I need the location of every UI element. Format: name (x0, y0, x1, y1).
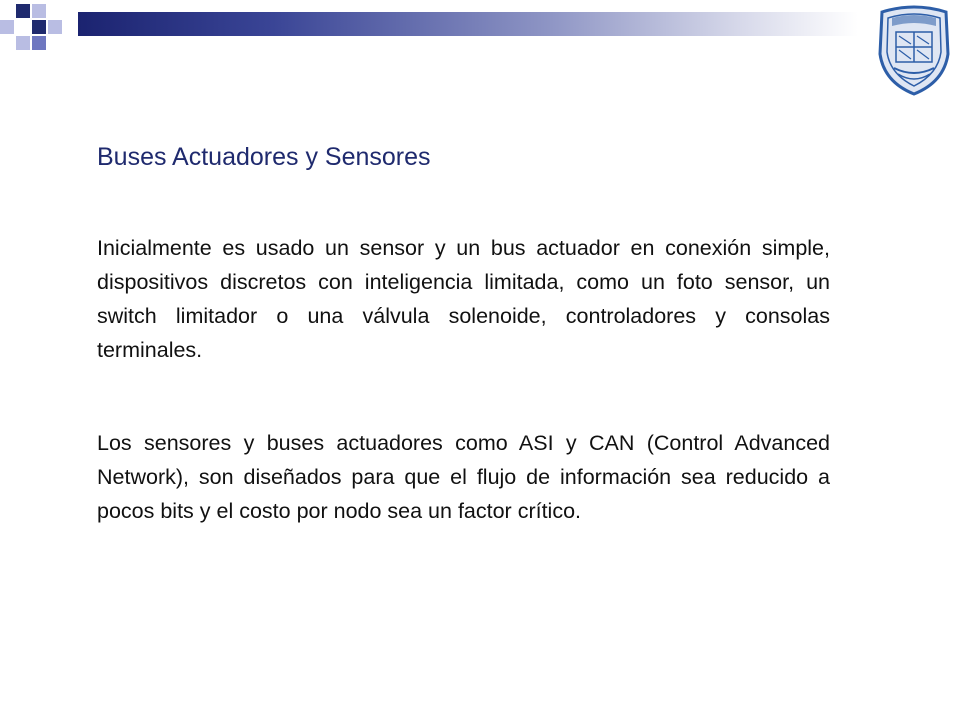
paragraph-1: Inicialmente es usado un sensor y un bus actuador en conexión simple, dispositivos discretos con inteligencia limitada, como un foto sensor, un switch limitador o una válvula solenoide, controladores y consolas terminales. (97, 236, 830, 362)
paragraph-2: Los sensores y buses actuadores como ASI y CAN (Control Advanced Network), son diseñados para que el flujo de información sea reducido a pocos bits y el costo por nodo sea un factor crítico. (97, 431, 830, 523)
header-gradient-bar (78, 12, 858, 36)
decor-square-light-right (48, 20, 62, 34)
university-shield-emblem-icon (874, 4, 954, 96)
slide-title: Buses Actuadores y Sensores (97, 143, 431, 171)
decor-square-mid-bottom (32, 36, 46, 50)
decor-square-navy-top (16, 4, 30, 18)
decor-square-light-bottom (16, 36, 30, 50)
decor-square-navy-mid (32, 20, 46, 34)
decor-square-light-top (32, 4, 46, 18)
decor-square-light-left (0, 20, 14, 34)
